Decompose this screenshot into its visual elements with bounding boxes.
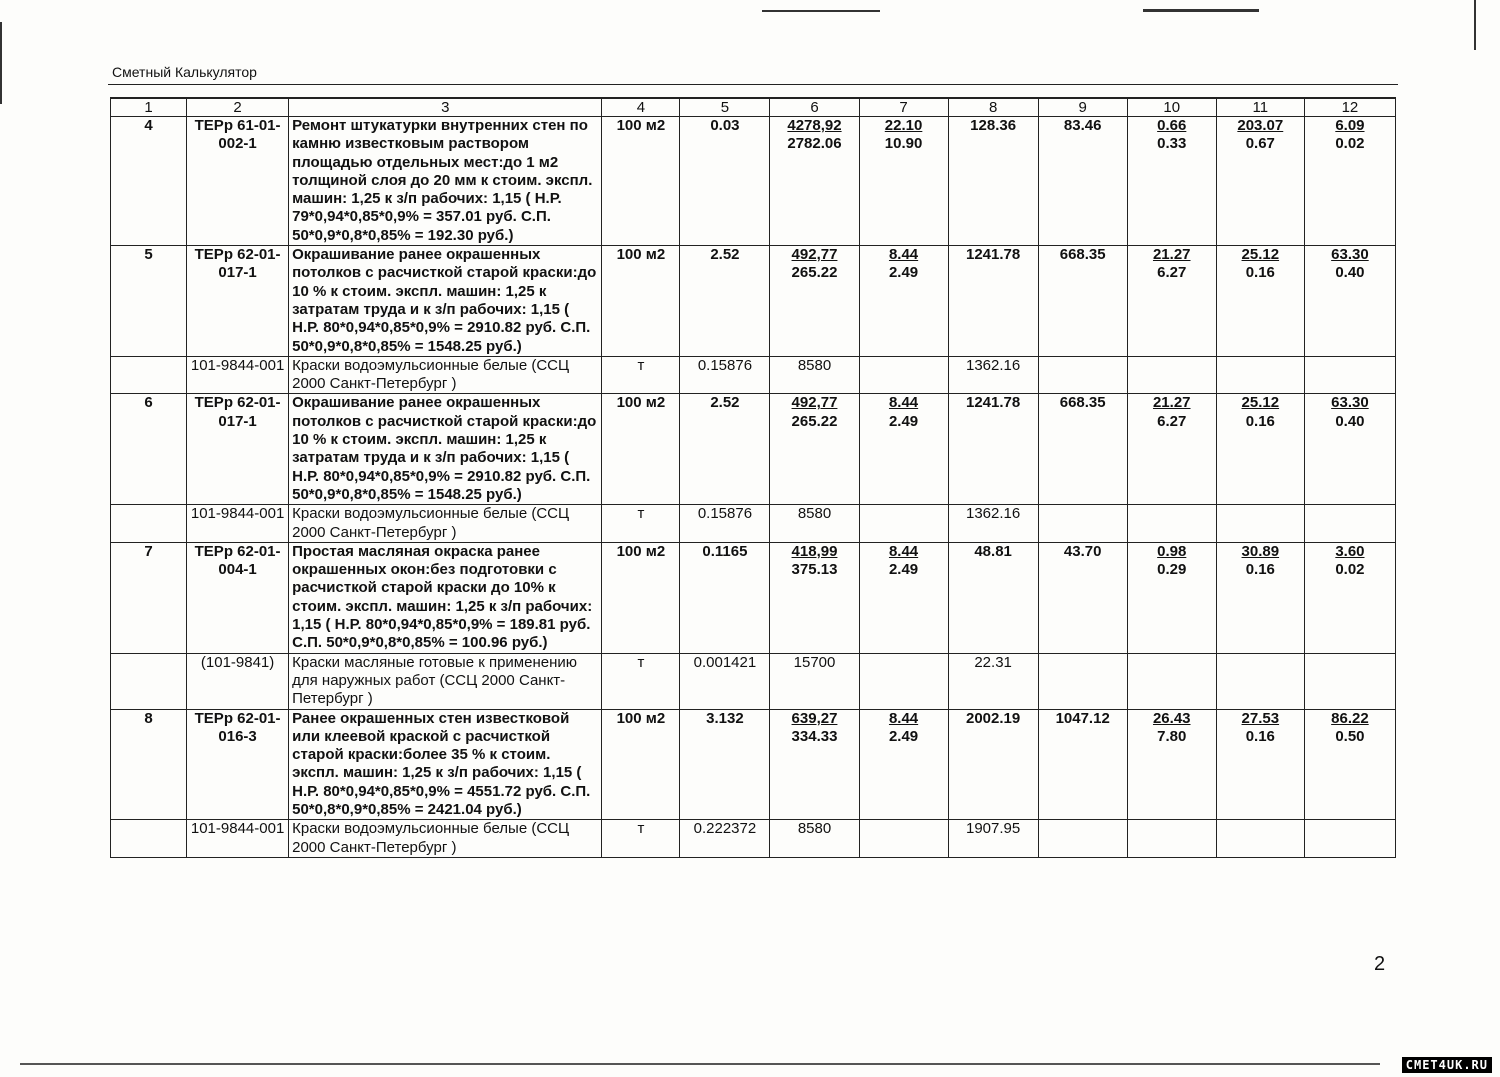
column-number: 12 xyxy=(1304,98,1395,117)
column-number: 10 xyxy=(1127,98,1216,117)
overhead xyxy=(1216,505,1304,543)
unit: 100 м2 xyxy=(602,117,680,246)
profit xyxy=(1304,542,1395,653)
unit: 100 м2 xyxy=(602,542,680,653)
profit xyxy=(1304,505,1395,543)
overhead-total: 25.12 xyxy=(1241,394,1280,412)
row-number: 7 xyxy=(111,542,187,653)
row-number: 4 xyxy=(111,117,187,246)
estimate-row xyxy=(111,246,1396,357)
total-cost: 48.81 xyxy=(948,542,1038,653)
profit-total: 6.09 xyxy=(1335,117,1365,134)
labor-hours xyxy=(1127,356,1216,394)
row-number: 6 xyxy=(111,394,187,505)
rate-code: ТЕРр 62-01-017-1 xyxy=(187,394,289,505)
labor-hours xyxy=(1127,117,1216,246)
column-number: 1 xyxy=(111,98,187,117)
total-cost: 1362.16 xyxy=(948,356,1038,394)
profit xyxy=(1304,356,1395,394)
profit-wage: 0.50 xyxy=(1335,727,1365,745)
overhead-wage: 0.16 xyxy=(1245,727,1275,745)
quantity: 0.15876 xyxy=(680,356,770,394)
total-cost: 1362.16 xyxy=(948,505,1038,543)
column-number: 6 xyxy=(770,98,859,117)
unit: т xyxy=(602,356,680,394)
overhead xyxy=(1216,542,1304,653)
overhead xyxy=(1216,653,1304,709)
document-title: Сметный Калькулятор xyxy=(112,64,257,80)
scan-mark-right xyxy=(1474,0,1476,50)
machine-cost xyxy=(859,394,948,505)
labor-hours-total: 21.27 xyxy=(1152,394,1191,412)
work-description: Краски водоэмульсионные белые (ССЦ 2000 Санкт-Петербург ) xyxy=(289,820,602,858)
column-number: 9 xyxy=(1038,98,1127,117)
machine-cost-total: 8.44 xyxy=(888,542,919,560)
estimate-row xyxy=(111,542,1396,653)
column-number: 4 xyxy=(602,98,680,117)
overhead xyxy=(1216,709,1304,820)
estimate-row xyxy=(111,117,1396,246)
labor-hours-wage: 6.27 xyxy=(1157,264,1187,282)
machine-cost xyxy=(859,653,948,709)
resource-row xyxy=(111,505,1396,543)
unit-cost-total: 8580 xyxy=(797,505,832,523)
rate-code: 101-9844-001 xyxy=(187,505,289,543)
unit-cost-total: 15700 xyxy=(793,653,836,671)
profit xyxy=(1304,117,1395,246)
wage-total xyxy=(1038,820,1127,858)
work-description: Ранее окрашенных стен известковой или клеевой краской с расчисткой старой краски:более 35 % к стоим. экспл. машин: 1,25 к з/п рабочих: 1,15 ( Н.Р. 80*0,94*0,85*0,9% = 4551.72 руб. С.П. 50*0,8*0,9*0,85% = 2421.04 руб.) xyxy=(289,709,602,820)
unit-cost xyxy=(770,117,859,246)
wage-total: 83.46 xyxy=(1038,117,1127,246)
unit-cost xyxy=(770,542,859,653)
column-number: 3 xyxy=(289,98,602,117)
resource-row xyxy=(111,820,1396,858)
profit xyxy=(1304,394,1395,505)
profit-total: 63.30 xyxy=(1331,246,1369,264)
work-description: Краски водоэмульсионные белые (ССЦ 2000 Санкт-Петербург ) xyxy=(289,356,602,394)
profit-wage: 0.02 xyxy=(1335,135,1365,153)
profit-wage: 0.40 xyxy=(1335,264,1365,282)
labor-hours-total: 0.98 xyxy=(1157,542,1187,560)
row-number xyxy=(111,820,187,858)
column-number: 11 xyxy=(1216,98,1304,117)
work-description: Краски водоэмульсионные белые (ССЦ 2000 Санкт-Петербург ) xyxy=(289,505,602,543)
unit-cost xyxy=(770,246,859,357)
overhead-wage: 0.16 xyxy=(1245,561,1275,579)
total-cost: 1907.95 xyxy=(948,820,1038,858)
overhead xyxy=(1216,356,1304,394)
resource-row xyxy=(111,653,1396,709)
wage-total xyxy=(1038,356,1127,394)
rate-code: ТЕРр 62-01-004-1 xyxy=(187,542,289,653)
unit: 100 м2 xyxy=(602,394,680,505)
wage-total xyxy=(1038,653,1127,709)
column-number-row xyxy=(111,98,1396,117)
total-cost: 22.31 xyxy=(948,653,1038,709)
unit-cost-total: 418,99 xyxy=(791,542,838,560)
row-number: 5 xyxy=(111,246,187,357)
unit-cost-wage: 265.22 xyxy=(791,264,838,282)
rate-code: 101-9844-001 xyxy=(187,356,289,394)
work-description: Простая масляная окраска ранее окрашенных окон:без подготовки с расчисткой старой краски до 10% к стоим. экспл. машин: 1,25 к з/п рабочих: 1,15 ( Н.Р. 80*0,94*0,85*0,9% = 189.81 руб. С.П. 50*0,9*0,8*0,85% = 100.96 руб.) xyxy=(289,542,602,653)
unit-cost-total: 4278,92 xyxy=(787,117,842,134)
unit-cost-total: 8580 xyxy=(797,356,832,374)
labor-hours-wage: 7.80 xyxy=(1157,727,1187,745)
rate-code: ТЕРр 61-01-002-1 xyxy=(187,117,289,246)
overhead-total: 27.53 xyxy=(1241,709,1280,727)
labor-hours xyxy=(1127,653,1216,709)
machine-cost xyxy=(859,820,948,858)
column-number: 2 xyxy=(187,98,289,117)
profit-total: 3.60 xyxy=(1335,542,1365,560)
overhead-wage: 0.16 xyxy=(1245,264,1275,282)
machine-cost-wage: 2.49 xyxy=(888,412,919,430)
quantity: 0.001421 xyxy=(680,653,770,709)
labor-hours-wage: 0.33 xyxy=(1157,135,1187,153)
column-number: 8 xyxy=(948,98,1038,117)
unit-cost-wage: 265.22 xyxy=(791,412,838,430)
quantity: 2.52 xyxy=(680,246,770,357)
wage-total xyxy=(1038,505,1127,543)
wage-total: 43.70 xyxy=(1038,542,1127,653)
column-number: 7 xyxy=(859,98,948,117)
work-description: Ремонт штукатурки внутренних стен по камню известковым раствором площадью отдельных мест:до 1 м2 толщиной слоя до 20 мм к стоим. экспл. машин: 1,25 к з/п рабочих: 1,15 ( Н.Р. 79*0,94*0,85*0,9% = 357.01 руб. С.П. 50*0,9*0,8*0,85% = 192.30 руб.) xyxy=(289,117,602,246)
machine-cost-total: 8.44 xyxy=(888,709,919,727)
overhead xyxy=(1216,117,1304,246)
row-number: 8 xyxy=(111,709,187,820)
unit-cost-total: 492,77 xyxy=(791,394,838,412)
labor-hours xyxy=(1127,542,1216,653)
work-description: Окрашивание ранее окрашенных потолков с расчисткой старой краски:до 10 % к стоим. экспл. машин: 1,25 к затратам труда и к з/п рабочих: 1,15 ( Н.Р. 80*0,94*0,85*0,9% = 2910.82 руб. С.П. 50*0,9*0,8*0,85% = 1548.25 руб.) xyxy=(289,394,602,505)
unit: т xyxy=(602,505,680,543)
unit-cost-wage: 2782.06 xyxy=(787,135,842,153)
labor-hours xyxy=(1127,394,1216,505)
wage-total: 668.35 xyxy=(1038,246,1127,357)
machine-cost xyxy=(859,505,948,543)
total-cost: 1241.78 xyxy=(948,394,1038,505)
site-watermark: СМЕТ4UK.RU xyxy=(1402,1057,1492,1073)
profit xyxy=(1304,653,1395,709)
machine-cost xyxy=(859,356,948,394)
machine-cost xyxy=(859,246,948,357)
labor-hours-wage: 0.29 xyxy=(1157,561,1187,579)
unit-cost-wage: 334.33 xyxy=(791,727,838,745)
total-cost: 128.36 xyxy=(948,117,1038,246)
profit-wage: 0.02 xyxy=(1335,561,1365,579)
overhead xyxy=(1216,394,1304,505)
unit: т xyxy=(602,653,680,709)
machine-cost xyxy=(859,542,948,653)
profit xyxy=(1304,820,1395,858)
profit-total: 63.30 xyxy=(1331,394,1369,412)
quantity: 3.132 xyxy=(680,709,770,820)
column-number: 5 xyxy=(680,98,770,117)
labor-hours xyxy=(1127,246,1216,357)
row-number xyxy=(111,653,187,709)
unit-cost xyxy=(770,653,859,709)
wage-total: 1047.12 xyxy=(1038,709,1127,820)
labor-hours xyxy=(1127,820,1216,858)
profit xyxy=(1304,246,1395,357)
row-number xyxy=(111,356,187,394)
unit-cost-total: 8580 xyxy=(797,820,832,838)
labor-hours-total: 0.66 xyxy=(1157,117,1187,134)
rate-code: 101-9844-001 xyxy=(187,820,289,858)
unit: т xyxy=(602,820,680,858)
wage-total: 668.35 xyxy=(1038,394,1127,505)
machine-cost-wage: 2.49 xyxy=(888,561,919,579)
scan-mark-bottom xyxy=(20,1063,1380,1065)
estimate-row xyxy=(111,394,1396,505)
machine-cost-total: 22.10 xyxy=(884,117,923,134)
scan-mark-top-1 xyxy=(762,10,880,12)
row-number xyxy=(111,505,187,543)
quantity: 2.52 xyxy=(680,394,770,505)
machine-cost-total: 8.44 xyxy=(888,246,919,264)
total-cost: 1241.78 xyxy=(948,246,1038,357)
scan-mark-top-2 xyxy=(1143,9,1259,12)
work-description: Краски масляные готовые к применению для наружных работ (ССЦ 2000 Санкт-Петербург ) xyxy=(289,653,602,709)
labor-hours-total: 26.43 xyxy=(1152,709,1191,727)
header-divider xyxy=(108,84,1398,85)
scan-mark-left xyxy=(0,22,2,104)
unit-cost xyxy=(770,709,859,820)
machine-cost-wage: 2.49 xyxy=(888,264,919,282)
rate-code: ТЕРр 62-01-017-1 xyxy=(187,246,289,357)
profit-wage: 0.40 xyxy=(1335,412,1365,430)
unit-cost xyxy=(770,820,859,858)
estimate-table xyxy=(110,97,1396,858)
machine-cost-wage: 10.90 xyxy=(884,135,923,153)
overhead xyxy=(1216,820,1304,858)
unit-cost xyxy=(770,356,859,394)
overhead-wage: 0.67 xyxy=(1245,135,1275,153)
total-cost: 2002.19 xyxy=(948,709,1038,820)
page-number: 2 xyxy=(1374,953,1386,975)
labor-hours-total: 21.27 xyxy=(1152,246,1191,264)
work-description: Окрашивание ранее окрашенных потолков с расчисткой старой краски:до 10 % к стоим. экспл. машин: 1,25 к затратам труда и к з/п рабочих: 1,15 ( Н.Р. 80*0,94*0,85*0,9% = 2910.82 руб. С.П. 50*0,9*0,8*0,85% = 1548.25 руб.) xyxy=(289,246,602,357)
profit-total: 86.22 xyxy=(1331,709,1369,727)
machine-cost xyxy=(859,709,948,820)
labor-hours xyxy=(1127,505,1216,543)
unit: 100 м2 xyxy=(602,709,680,820)
machine-cost-total: 8.44 xyxy=(888,394,919,412)
overhead-total: 30.89 xyxy=(1241,542,1280,560)
quantity: 0.1165 xyxy=(680,542,770,653)
quantity: 0.15876 xyxy=(680,505,770,543)
labor-hours-wage: 6.27 xyxy=(1157,412,1187,430)
overhead-total: 203.07 xyxy=(1237,117,1284,134)
quantity: 0.03 xyxy=(680,117,770,246)
machine-cost xyxy=(859,117,948,246)
unit: 100 м2 xyxy=(602,246,680,357)
unit-cost-wage: 375.13 xyxy=(791,561,838,579)
machine-cost-wage: 2.49 xyxy=(888,727,919,745)
unit-cost xyxy=(770,505,859,543)
estimate-row xyxy=(111,709,1396,820)
rate-code: ТЕРр 62-01-016-3 xyxy=(187,709,289,820)
overhead xyxy=(1216,246,1304,357)
rate-code: (101-9841) xyxy=(187,653,289,709)
overhead-wage: 0.16 xyxy=(1245,412,1275,430)
labor-hours xyxy=(1127,709,1216,820)
unit-cost-total: 639,27 xyxy=(791,709,838,727)
quantity: 0.222372 xyxy=(680,820,770,858)
overhead-total: 25.12 xyxy=(1241,246,1280,264)
resource-row xyxy=(111,356,1396,394)
profit xyxy=(1304,709,1395,820)
unit-cost-total: 492,77 xyxy=(791,246,838,264)
unit-cost xyxy=(770,394,859,505)
